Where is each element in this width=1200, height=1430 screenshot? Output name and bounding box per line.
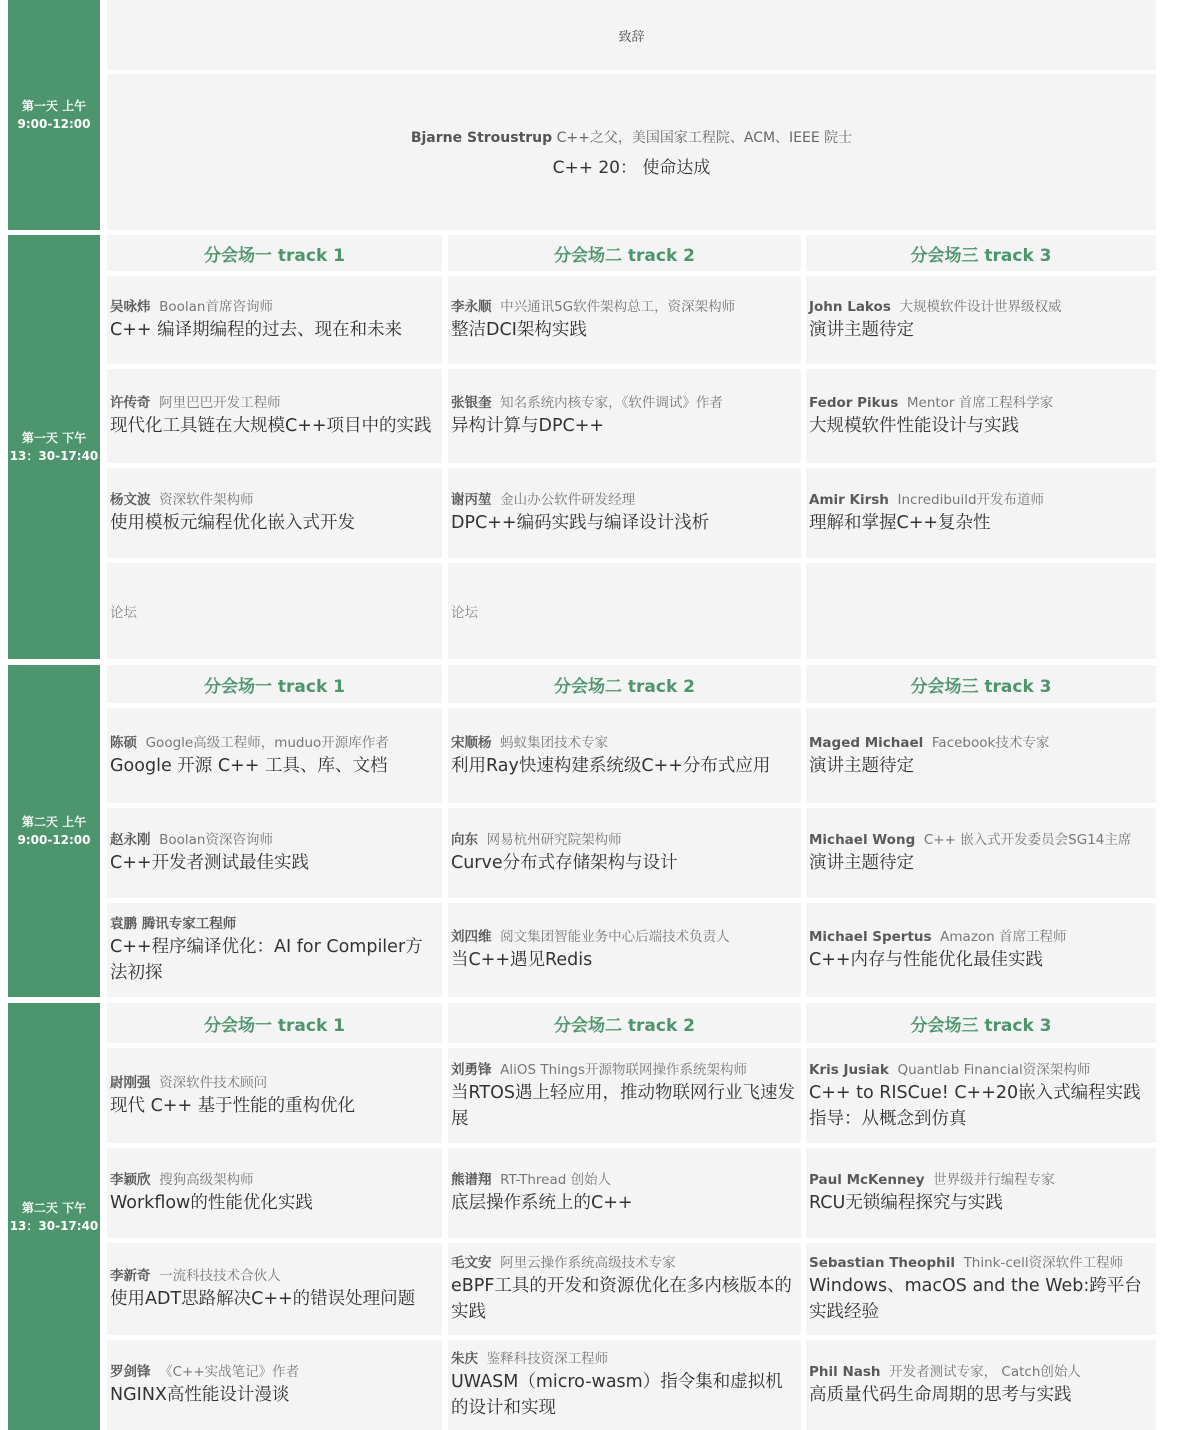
talk-role: 资深软件技术顾问 — [159, 1074, 268, 1091]
talk-speaker: 罗剑锋 — [110, 1364, 151, 1380]
talk-title: 演讲主题待定 — [809, 755, 914, 776]
talk-speaker: Paul McKenney — [809, 1172, 925, 1188]
talk-cell — [448, 276, 801, 364]
talk-cell — [806, 1340, 1156, 1430]
session-label-day2-morning — [8, 665, 100, 997]
talk-role: 阅文集团智能业务中心后端技术负责人 — [500, 929, 730, 945]
talk-cell — [448, 1243, 801, 1335]
talk-title: 当C++遇见Redis — [451, 950, 593, 970]
talk-role: Incredibuild开发布道师 — [897, 492, 1045, 508]
talk-speaker: 李新奇 — [110, 1268, 151, 1284]
talk-cell — [806, 808, 1156, 898]
talk-title: C++开发者测试最佳实践 — [110, 853, 310, 873]
talk-title: DPC++编码实践与编译设计浅析 — [451, 513, 710, 533]
talk-role: 鉴释科技资深工程师 — [486, 1351, 609, 1367]
talk-role: 开发者测试专家， Catch创始人 — [889, 1364, 1081, 1380]
talk-cell — [107, 708, 442, 803]
talk-role: Boolan资深咨询师 — [159, 832, 273, 848]
talk-speaker-line — [110, 1170, 436, 1190]
talk-title: 当RTOS遇上轻应用，推动物联网行业飞速发展 — [451, 1082, 795, 1129]
talk-speaker-line — [451, 490, 795, 510]
talk-cell — [806, 1148, 1156, 1238]
talk-cell — [448, 1148, 801, 1238]
talk-speaker-line — [110, 830, 436, 850]
talk-speaker: 许传奇 — [110, 395, 151, 411]
talk-cell — [806, 708, 1156, 803]
session-label-time: 9:00-12:00 — [17, 117, 91, 131]
talk-role: AliOS Things开源物联网操作系统架构师 — [500, 1061, 748, 1078]
talk-title: 大规模软件性能设计与实践 — [809, 416, 1019, 436]
talk-speaker-line — [451, 927, 795, 947]
talk-speaker-line — [451, 1170, 795, 1190]
talk-speaker: 李永顺 — [451, 299, 492, 315]
talk-speaker-line — [110, 1362, 436, 1382]
session-label-time: 13：30-17:40 — [9, 449, 99, 463]
talk-speaker-line — [809, 830, 1150, 850]
opening-speech: 致辞 — [618, 29, 645, 45]
talk-cell — [806, 1243, 1156, 1335]
talk-cell — [107, 1243, 442, 1335]
talk-cell — [448, 903, 801, 997]
session-label-day2-afternoon — [8, 1003, 100, 1430]
talk-role: 搜狗高级架构师 — [159, 1172, 254, 1188]
talk-title: 高质量代码生命周期的思考与实践 — [809, 1385, 1072, 1405]
keynote-cell — [107, 74, 1156, 230]
talk-role: Google高级工程师，muduo开源库作者 — [145, 734, 389, 751]
talk-cell — [107, 808, 442, 898]
talk-speaker: 向东 — [451, 832, 478, 848]
talk-speaker-line — [110, 490, 436, 510]
talk-title: UWASM（micro-wasm）指令集和虚拟机的设计和实现 — [451, 1372, 783, 1418]
talk-speaker-line — [110, 1073, 436, 1093]
talk-cell — [448, 808, 801, 898]
track-header-3: 分会场三 track 3 — [806, 1003, 1156, 1043]
talk-speaker: Phil Nash — [809, 1364, 881, 1380]
opening-speech-cell — [107, 0, 1156, 70]
session-label-day1-afternoon — [8, 235, 100, 659]
talk-speaker-line — [809, 733, 1150, 753]
talk-title: C++内存与性能优化最佳实践 — [809, 950, 1044, 970]
session-label-day: 第一天 上午 — [21, 99, 87, 113]
keynote-title: C++ 20： 使命达成 — [552, 157, 711, 178]
talk-title: 演讲主题待定 — [809, 320, 914, 340]
talk-title: 使用ADT思路解决C++的错误处理问题 — [110, 1289, 416, 1309]
talk-cell — [806, 468, 1156, 558]
talk-speaker-line — [809, 1060, 1150, 1080]
talk-role: 《C++实战笔记》作者 — [159, 1364, 300, 1380]
talk-role: 一流科技技术合伙人 — [159, 1268, 281, 1284]
talk-title: Windows、macOS and the Web:跨平台实践经验 — [809, 1276, 1142, 1322]
talk-speaker: 杨文波 — [110, 492, 151, 508]
talk-speaker: 陈硕 — [110, 734, 137, 751]
talk-speaker-line — [809, 393, 1150, 413]
track-header-2: 分会场二 track 2 — [448, 665, 801, 703]
talk-title: eBPF工具的开发和资源优化在多内核版本的实践 — [451, 1276, 792, 1322]
talk-speaker: Kris Jusiak — [809, 1061, 889, 1078]
talk-speaker-line — [809, 297, 1150, 317]
forum-label: 论坛 — [110, 605, 137, 621]
talk-title: 现代化工具链在大规模C++项目中的实践 — [110, 416, 432, 436]
talk-speaker-line — [809, 1253, 1150, 1273]
talk-speaker: 张银奎 — [451, 395, 492, 411]
talk-title: C++ 编译期编程的过去、现在和未来 — [110, 320, 403, 340]
talk-speaker: 刘勇锋 — [451, 1061, 492, 1078]
talk-speaker: 李颖欣 — [110, 1172, 151, 1188]
talk-role: Think-cell资深软件工程师 — [963, 1255, 1124, 1271]
talk-role: C++ 嵌入式开发委员会SG14主席 — [923, 832, 1132, 848]
forum-label: 论坛 — [451, 605, 478, 621]
session-label-day1-morning — [8, 0, 100, 230]
talk-cell — [448, 1048, 801, 1143]
session-label-day: 第二天 下午 — [21, 1200, 87, 1215]
talk-speaker: Fedor Pikus — [809, 395, 899, 411]
talk-title: RCU无锁编程探究与实践 — [809, 1193, 1003, 1213]
track-header-3: 分会场三 track 3 — [806, 235, 1156, 271]
talk-speaker-line — [809, 927, 1150, 947]
talk-speaker-line — [110, 733, 436, 753]
forum-cell — [107, 563, 442, 659]
track-header-2: 分会场二 track 2 — [448, 1003, 801, 1043]
talk-role: 网易杭州研究院架构师 — [486, 832, 622, 848]
talk-cell — [806, 903, 1156, 997]
talk-title: 底层操作系统上的C++ — [451, 1193, 633, 1213]
talk-speaker-line — [110, 297, 436, 317]
talk-title: Workflow的性能优化实践 — [110, 1193, 313, 1213]
talk-speaker: 刘四维 — [451, 929, 492, 945]
talk-role: Mentor 首席工程科学家 — [906, 395, 1054, 411]
session-label-day: 第一天 下午 — [21, 431, 87, 445]
forum-cell — [448, 563, 801, 659]
talk-cell — [806, 276, 1156, 364]
talk-cell — [107, 903, 442, 997]
talk-title: 演讲主题待定 — [809, 853, 914, 873]
talk-speaker-line — [110, 1266, 436, 1286]
talk-speaker-line — [110, 914, 436, 934]
talk-cell — [448, 468, 801, 558]
talk-title: 异构计算与DPC++ — [451, 416, 605, 436]
talk-speaker: 袁鹏 腾讯专家工程师 — [110, 916, 237, 932]
talk-role: Amazon 首席工程师 — [940, 929, 1067, 945]
keynote-speaker: Bjarne Stroustrup — [410, 129, 553, 146]
talk-speaker-line — [451, 830, 795, 850]
talk-role: 蚂蚁集团技术专家 — [500, 734, 609, 751]
talk-role: 阿里巴巴开发工程师 — [159, 395, 281, 411]
talk-title: Google 开源 C++ 工具、库、文档 — [110, 755, 388, 776]
talk-speaker: 熊谱翔 — [451, 1172, 492, 1188]
talk-role: Facebook技术专家 — [931, 734, 1050, 751]
talk-title: C++程序编译优化：AI for Compiler方法初探 — [110, 937, 423, 983]
talk-cell — [107, 1048, 442, 1143]
track-header-1: 分会场一 track 1 — [107, 1003, 442, 1043]
talk-role: 大规模软件设计世界级权威 — [899, 299, 1062, 315]
talk-speaker-line — [451, 1253, 795, 1273]
talk-role: Boolan首席咨询师 — [159, 299, 273, 315]
talk-speaker-line — [451, 297, 795, 317]
talk-speaker: 尉刚强 — [110, 1074, 151, 1091]
talk-speaker-line — [809, 1362, 1150, 1382]
talk-speaker-line — [809, 1170, 1150, 1190]
talk-speaker: 谢丙堃 — [451, 492, 492, 508]
talk-title: 理解和掌握C++复杂性 — [809, 513, 991, 533]
talk-title: C++ to RISCue! C++20嵌入式编程实践指导：从概念到仿真 — [809, 1082, 1141, 1129]
talk-speaker-line — [451, 393, 795, 413]
track-header-1: 分会场一 track 1 — [107, 235, 442, 271]
talk-speaker-line — [110, 393, 436, 413]
talk-title: 整洁DCI架构实践 — [451, 320, 587, 340]
talk-speaker-line — [451, 733, 795, 753]
talk-cell — [806, 369, 1156, 463]
talk-speaker: Michael Spertus — [809, 929, 932, 945]
talk-speaker: 吴咏炜 — [110, 299, 151, 315]
keynote-speaker-line — [411, 127, 852, 147]
talk-speaker-line — [809, 490, 1150, 510]
talk-title: NGINX高性能设计漫谈 — [110, 1385, 290, 1405]
empty-cell — [806, 563, 1156, 659]
talk-role: 金山办公软件研发经理 — [500, 492, 636, 508]
keynote-role: C++之父，美国国家工程院、ACM、IEEE 院士 — [556, 129, 853, 146]
talk-speaker-line — [451, 1349, 795, 1369]
talk-role: Quantlab Financial资深架构师 — [897, 1061, 1091, 1078]
talk-cell — [448, 708, 801, 803]
talk-cell — [107, 276, 442, 364]
track-header-2: 分会场二 track 2 — [448, 235, 801, 271]
talk-speaker: Sebastian Theophil — [809, 1255, 955, 1271]
talk-cell — [448, 369, 801, 463]
talk-cell — [107, 369, 442, 463]
talk-title: 现代 C++ 基于性能的重构优化 — [110, 1095, 356, 1116]
talk-title: 使用模板元编程优化嵌入式开发 — [110, 513, 355, 533]
talk-speaker: Michael Wong — [809, 832, 916, 848]
talk-speaker: Amir Kirsh — [809, 492, 889, 508]
talk-role: 阿里云操作系统高级技术专家 — [500, 1255, 676, 1271]
talk-speaker: 毛文安 — [451, 1255, 492, 1271]
track-header-3: 分会场三 track 3 — [806, 665, 1156, 703]
talk-speaker: John Lakos — [809, 299, 891, 315]
talk-title: Curve分布式存储架构与设计 — [451, 853, 678, 873]
talk-speaker: 赵永刚 — [110, 832, 151, 848]
talk-role: 资深软件架构师 — [159, 492, 254, 508]
talk-speaker: 朱庆 — [451, 1351, 478, 1367]
talk-speaker-line — [451, 1060, 795, 1080]
talk-cell — [107, 1340, 442, 1430]
session-label-time: 13：30-17:40 — [9, 1218, 99, 1233]
talk-speaker: Maged Michael — [809, 734, 924, 751]
talk-role: 中兴通讯5G软件架构总工，资深架构师 — [500, 299, 736, 315]
talk-role: 世界级并行编程专家 — [933, 1172, 1055, 1188]
talk-cell — [107, 468, 442, 558]
session-label-time: 9:00-12:00 — [17, 833, 91, 847]
talk-title: 利用Ray快速构建系统级C++分布式应用 — [451, 755, 771, 776]
talk-role: RT-Thread 创始人 — [500, 1172, 612, 1188]
talk-role: 知名系统内核专家，《软件调试》作者 — [500, 395, 723, 411]
track-header-1: 分会场一 track 1 — [107, 665, 442, 703]
talk-cell — [107, 1148, 442, 1238]
talk-speaker: 宋顺杨 — [451, 734, 492, 751]
talk-cell — [806, 1048, 1156, 1143]
talk-cell — [448, 1340, 801, 1430]
session-label-day: 第二天 上午 — [21, 815, 87, 829]
